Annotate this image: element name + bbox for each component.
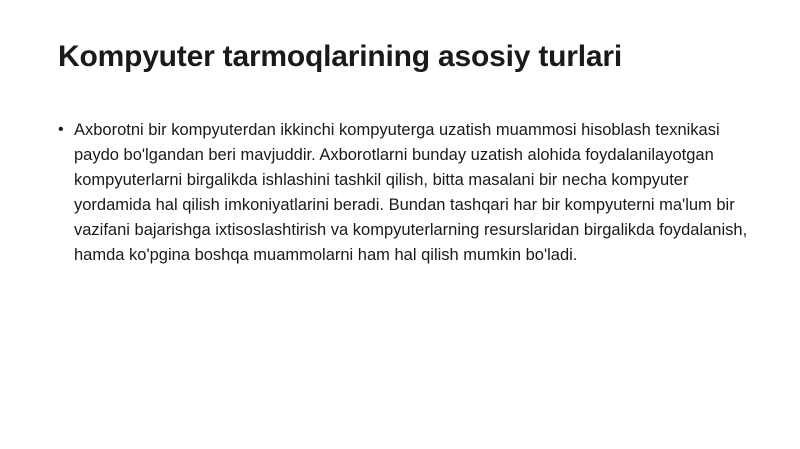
- page-title: Kompyuter tarmoqlarining asosiy turlari: [58, 40, 622, 73]
- bullet-icon: •: [58, 121, 64, 138]
- list-item: [58, 118, 748, 268]
- slide-body: [58, 118, 748, 268]
- list-item-text: Axborotni bir kompyuterdan ikkinchi kompyuterga uzatish muammosi hisoblash texnikasi paydo bo'lgandan beri mavjuddir. Axborotlarni bunday uzatish alohida foydalanilayotgan kompyuterlarni birgalikda ishlashini tashkil qilish, bitta masalani bir necha kompyuter yordamida hal qilish imkoniyatlarini beradi. Bundan tashqari har bir kompyuterni ma'lum bir vazifani bajarishga ixtisoslashtirish va kompyuterlarning resurslaridan birgalikda foydalanish, hamda ko'pgina boshqa muammolarni ham hal qilish mumkin bo'ladi.: [74, 121, 748, 265]
